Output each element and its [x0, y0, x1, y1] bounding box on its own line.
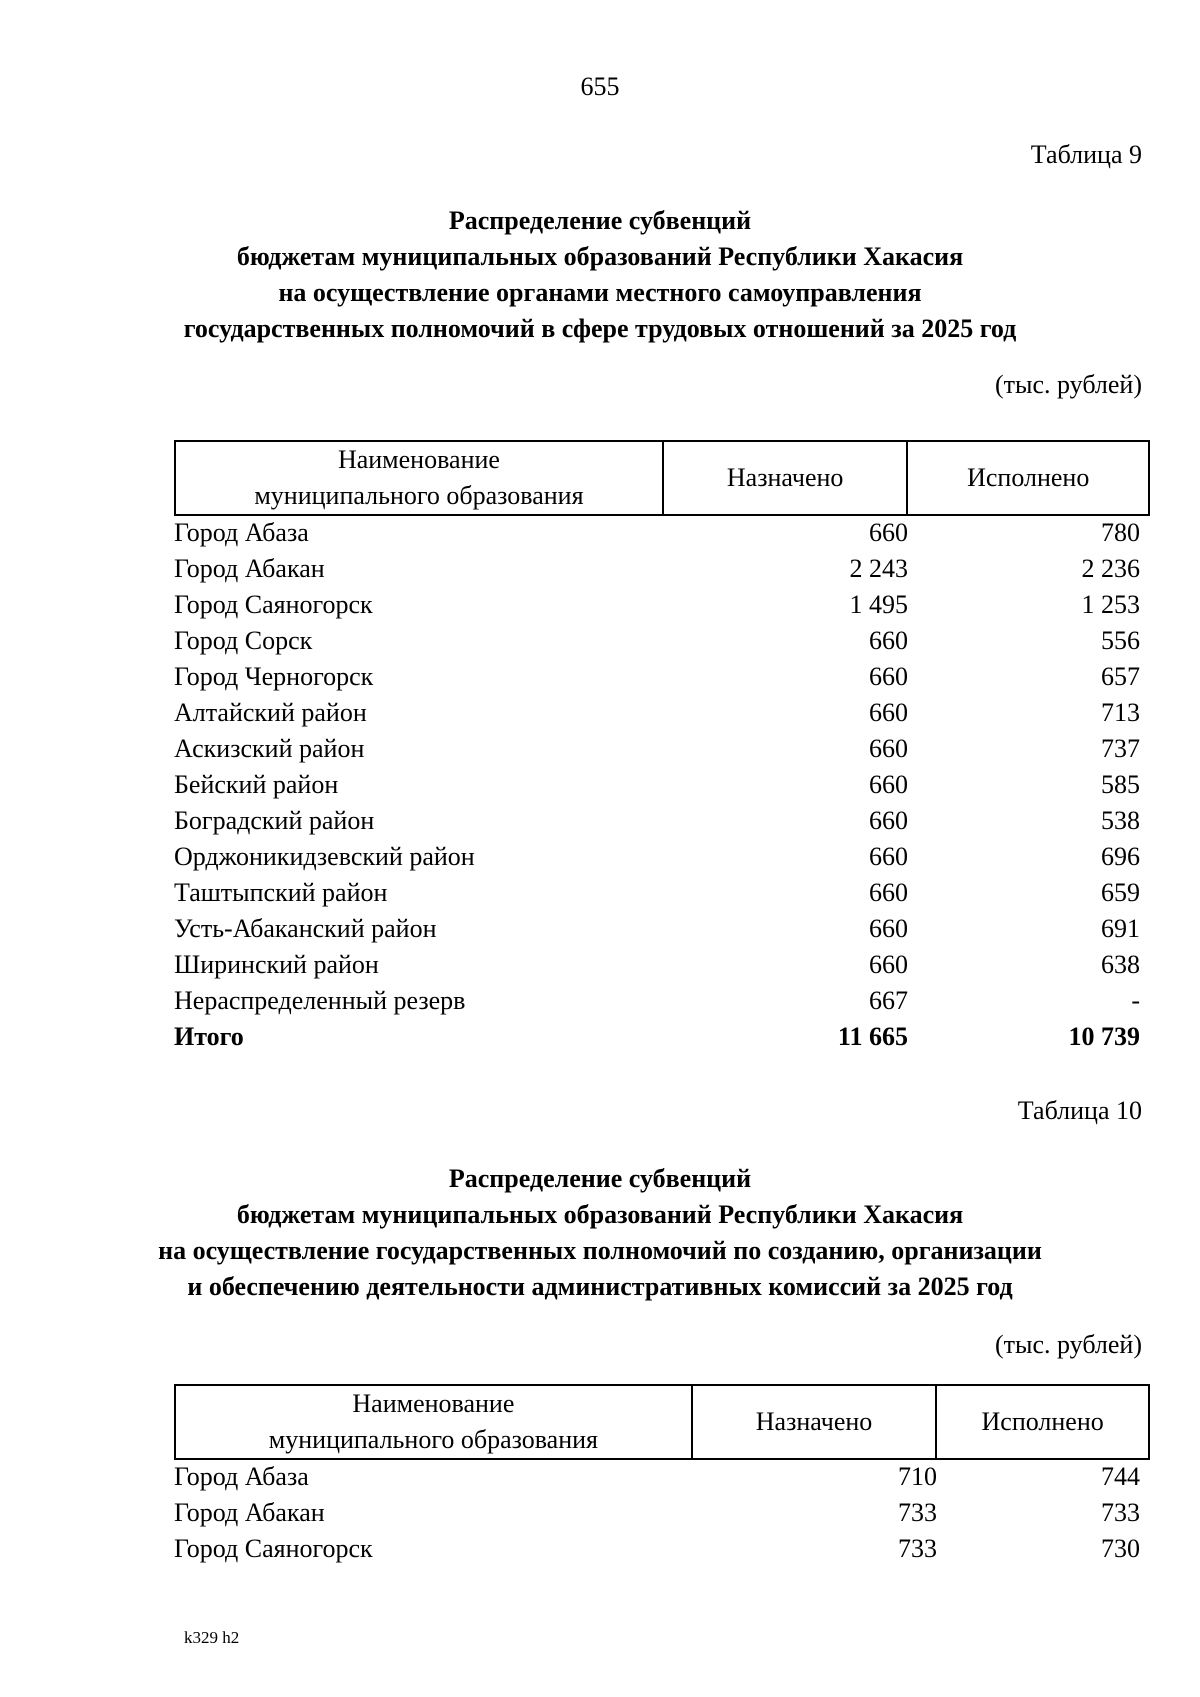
table-row [174, 803, 1150, 839]
table-9-title-line: на осуществление органами местного самоуправления [278, 278, 922, 307]
table-row [174, 515, 1150, 551]
row-assigned-cell: 660 [869, 698, 908, 727]
row-executed-cell: 737 [1101, 734, 1140, 763]
row-name-cell: Город Абакан [174, 554, 325, 583]
row-assigned-cell: 733 [898, 1498, 937, 1527]
row-name-cell: Город Абакан [174, 1498, 325, 1527]
assigned-column-header: Назначено [663, 441, 908, 515]
row-executed-cell: 556 [1101, 626, 1140, 655]
total-executed-cell: 10 739 [1068, 1022, 1140, 1051]
table-row [174, 623, 1150, 659]
row-name-cell: Город Саяногорск [174, 1534, 373, 1563]
row-assigned-cell: 667 [869, 986, 908, 1015]
row-assigned-cell: 660 [869, 770, 908, 799]
row-assigned-cell: 660 [869, 842, 908, 871]
row-executed-cell: 1 253 [1081, 590, 1140, 619]
table-9-header [174, 440, 1150, 516]
assigned-column-header: Назначено [692, 1385, 937, 1459]
table-9-body [174, 515, 1150, 1055]
row-executed-cell: 744 [1101, 1462, 1140, 1491]
row-assigned-cell: 1 495 [849, 590, 908, 619]
row-executed-cell: 713 [1101, 698, 1140, 727]
table-row [174, 695, 1150, 731]
table-9-title-line: бюджетам муниципальных образований Республики Хакасия [236, 242, 964, 271]
name-column-header [175, 1385, 692, 1459]
row-name-cell: Орджоникидзевский район [174, 842, 475, 871]
footer-code: k329 h2 [184, 1628, 240, 1647]
row-assigned-cell: 660 [869, 626, 908, 655]
row-name-cell: Аскизский район [174, 734, 365, 763]
executed-column-header: Исполнено [907, 441, 1149, 515]
row-name-cell: Город Черногорск [174, 662, 374, 691]
row-assigned-cell: 660 [869, 878, 908, 907]
row-assigned-cell: 710 [898, 1462, 937, 1491]
executed-column-header: Исполнено [936, 1385, 1149, 1459]
row-assigned-cell: 660 [869, 914, 908, 943]
row-executed-cell: 696 [1101, 842, 1140, 871]
row-name-cell: Город Саяногорск [174, 590, 373, 619]
name-header-line1: Наименование [352, 1389, 515, 1418]
table-10-title-line: на осуществление государственных полномочий по созданию, организации [158, 1236, 1042, 1265]
total-row [174, 1019, 1150, 1055]
table-10-title-line: и обеспечению деятельности административных комиссий за 2025 год [187, 1272, 1013, 1301]
table-9-title-line: Распределение субвенций [448, 206, 752, 235]
table-9-label: Таблица 9 [1030, 140, 1142, 169]
row-name-cell: Город Абаза [174, 518, 309, 547]
table-10-title-line: Распределение субвенций [448, 1164, 752, 1193]
table-row [174, 911, 1150, 947]
table-row [174, 1459, 1150, 1495]
row-name-cell: Боградский район [174, 806, 375, 835]
row-name-cell: Нераспределенный резерв [174, 986, 466, 1015]
row-name-cell: Ширинский район [174, 950, 379, 979]
row-name-cell: Усть-Абаканский район [174, 914, 437, 943]
row-assigned-cell: 2 243 [849, 554, 908, 583]
table-10-label: Таблица 10 [1017, 1096, 1142, 1125]
page-number: 655 [580, 72, 620, 101]
table-row [174, 983, 1150, 1019]
table-row [174, 1495, 1150, 1531]
row-assigned-cell: 660 [869, 950, 908, 979]
row-executed-cell: 780 [1101, 518, 1140, 547]
row-name-cell: Алтайский район [174, 698, 367, 727]
row-executed-cell: 538 [1101, 806, 1140, 835]
row-executed-cell: 733 [1101, 1498, 1140, 1527]
name-column-header [175, 441, 663, 515]
row-executed-cell: 585 [1101, 770, 1140, 799]
name-header-line2: муниципального образования [254, 481, 584, 510]
total-assigned-cell: 11 665 [837, 1022, 908, 1051]
row-assigned-cell: 660 [869, 662, 908, 691]
table-10-header [174, 1384, 1150, 1460]
row-assigned-cell: 660 [869, 734, 908, 763]
table-row [174, 839, 1150, 875]
table-row [174, 731, 1150, 767]
table-row [174, 947, 1150, 983]
table-row [174, 767, 1150, 803]
table-row [174, 875, 1150, 911]
row-executed-cell: 638 [1101, 950, 1140, 979]
name-header-line1: Наименование [337, 445, 500, 474]
row-assigned-cell: 733 [898, 1534, 937, 1563]
row-executed-cell: 2 236 [1081, 554, 1140, 583]
row-name-cell: Таштыпский район [174, 878, 388, 907]
table-10-title [0, 1161, 1200, 1305]
row-executed-cell: 659 [1101, 878, 1140, 907]
table-10-title-line: бюджетам муниципальных образований Республики Хакасия [236, 1200, 964, 1229]
row-executed-cell: 730 [1101, 1534, 1140, 1563]
row-name-cell: Бейский район [174, 770, 339, 799]
table-row [174, 1531, 1150, 1567]
table-9-units: (тыс. рублей) [994, 370, 1142, 399]
table-9-title-line: государственных полномочий в сфере трудовых отношений за 2025 год [183, 314, 1017, 343]
row-name-cell: Город Сорск [174, 626, 313, 655]
table-10-units: (тыс. рублей) [994, 1330, 1142, 1359]
row-executed-cell: 657 [1101, 662, 1140, 691]
total-name-cell: Итого [174, 1022, 244, 1051]
row-assigned-cell: 660 [869, 518, 908, 547]
table-row [174, 587, 1150, 623]
table-9-title [0, 203, 1200, 347]
name-header-line2: муниципального образования [268, 1425, 598, 1454]
row-assigned-cell: 660 [869, 806, 908, 835]
table-row [174, 551, 1150, 587]
row-name-cell: Город Абаза [174, 1462, 309, 1491]
table-10-body [174, 1459, 1150, 1567]
table-row [174, 659, 1150, 695]
row-executed-cell: 691 [1101, 914, 1140, 943]
row-executed-cell: - [1131, 986, 1140, 1015]
